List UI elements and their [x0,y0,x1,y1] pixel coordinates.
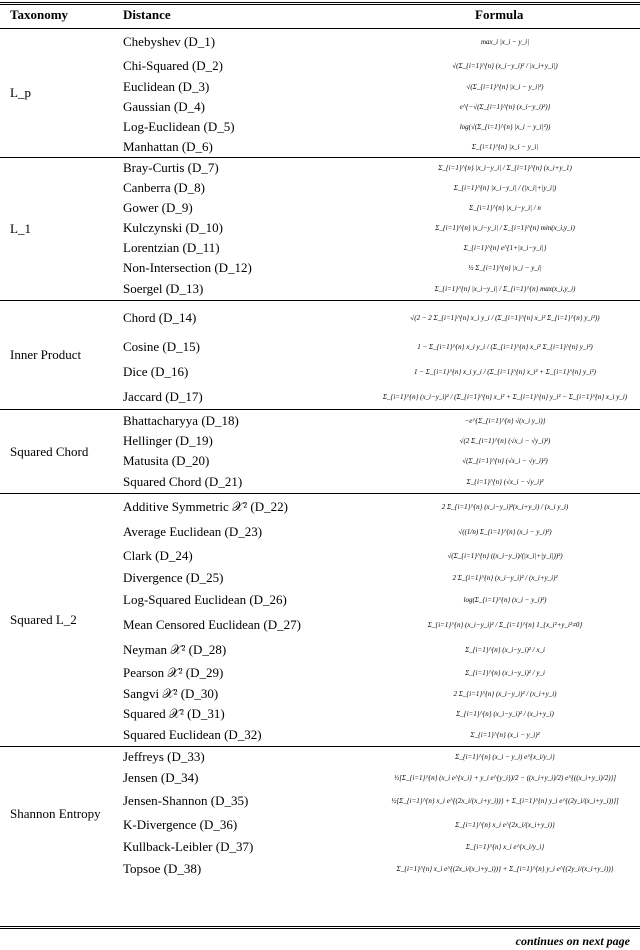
table-row [0,747,640,767]
distance-name: Gaussian (D_4) [123,99,205,114]
distance-name: Jeffreys (D_33) [123,749,205,764]
table-row [0,55,640,77]
distance-formula: Σ_{i=1}^{n} |x_i−y_i| / (|x_i|+|y_i|) [453,184,557,192]
distance-formula: √(Σ_{i=1}^{n} (x_i−y_i)² / |x_i+y_i|) [452,62,558,70]
distance-name: Mean Censored Euclidean (D_27) [123,617,301,632]
distance-name: Jensen (D_34) [123,770,199,785]
table-row [0,724,640,746]
table-row [0,789,640,813]
distance-formula: Σ_{i=1}^{n} (x_i−y_i)² / (Σ_{i=1}^{n} x_i² + Σ_{i=1}^{n} y_i² − Σ_{i=1}^{n} x_i y_i) [382,393,628,401]
table-row [0,588,640,612]
distance-formula: 1 − Σ_{i=1}^{n} x_i y_i / (Σ_{i=1}^{n} x_i² Σ_{i=1}^{n} y_i²) [417,343,593,351]
distance-name: Average Euclidean (D_23) [123,524,263,539]
distance-formula: Σ_{i=1}^{n} (x_i−y_i)² / Σ_{i=1}^{n} 1_{x_i²+y_i²≠0} [427,621,583,629]
distance-name: Non-Intersection (D_12) [123,260,252,275]
distance-formula: 2 Σ_{i=1}^{n} (x_i−y_i)²(x_i+y_i) / (x_i y_i) [441,503,569,511]
taxonomy-label: Inner Product [10,347,82,362]
distance-formula: Σ_{i=1}^{n} (x_i−y_i)² / x_i [465,646,545,654]
distance-name: Canberra (D_8) [123,180,205,195]
table-row [0,431,640,451]
distance-formula: √(Σ_{i=1}^{n} (√x_i − √y_i)²) [462,457,548,465]
taxonomy-label: L_p [10,85,31,100]
distance-formula: √(2 Σ_{i=1}^{n} (√x_i − √y_i)²) [459,437,551,445]
taxonomy-group [0,494,640,747]
taxonomy-group [0,301,640,410]
distance-name: Kulczynski (D_10) [123,220,224,235]
distance-formula: e^{−√(Σ_{i=1}^{n} (x_i−y_i)²)} [459,103,551,111]
table-row [0,767,640,789]
distance-name: Gower (D_9) [123,200,193,215]
taxonomy-label: L_1 [10,221,31,236]
distance-formula: Σ_{i=1}^{n} (x_i−y_i)² / (x_i+y_i) [456,710,554,718]
distance-formula: √((1/n) Σ_{i=1}^{n} (x_i − y_i)²) [458,528,552,536]
table-body [0,29,640,881]
distance-name: Log-Euclidean (D_5) [123,119,235,134]
table-row [0,137,640,157]
taxonomy-label: Squared Chord [10,443,89,459]
table-row [0,77,640,97]
table-row [0,238,640,258]
table-row [0,29,640,55]
taxonomy-label: Shannon Entropy [10,806,101,821]
continuation-note: continues on next page [515,934,630,948]
table-row [0,638,640,662]
table-row [0,544,640,568]
distance-formula: √(Σ_{i=1}^{n} ((x_i−y_i)/(|x_i|+|y_i|))²) [447,552,563,560]
table-row [0,198,640,218]
distance-formula: Σ_{i=1}^{n} |x_i−y_i| / Σ_{i=1}^{n} max(x_i,y_i) [434,285,576,293]
distance-formula: Σ_{i=1}^{n} x_i e^{(2x_i/(x_i+y_i))} + Σ_{i=1}^{n} y_i e^{(2y_i/(x_i+y_i))} [396,865,614,873]
distance-name: Hellinger (D_19) [123,433,213,448]
distance-name: Manhattan (D_6) [123,139,213,154]
table-row [0,335,640,359]
distance-formula: Σ_{i=1}^{n} |x_i − y_i| [471,143,539,151]
distance-formula: 1 − Σ_{i=1}^{n} x_i y_i / (Σ_{i=1}^{n} x_i² + Σ_{i=1}^{n} y_i²) [414,368,596,376]
distance-name: Squared Chord (D_21) [123,474,243,489]
table-row [0,258,640,278]
distance-formula: ½[Σ_{i=1}^{n} x_i e^{(2x_i/(x_i+y_i))} + Σ_{i=1}^{n} y_i e^{(2y_i/(x_i+y_i))}] [391,797,619,805]
distance-formula: −e^{Σ_{i=1}^{n} √(x_i y_i)} [464,416,546,425]
distance-formula: √(2 − 2 Σ_{i=1}^{n} x_i y_i / (Σ_{i=1}^{n} x_i² Σ_{i=1}^{n} y_i²)) [410,314,600,322]
distance-name: Chi-Squared (D_2) [123,58,224,73]
distance-formula: Σ_{i=1}^{n} e^{1+|x_i−y_i|} [463,244,547,252]
table-row [0,385,640,409]
distance-name: Kullback-Leibler (D_37) [123,839,254,854]
distance-name: Clark (D_24) [123,548,193,563]
distance-name: Soergel (D_13) [123,281,204,296]
distance-name: Jaccard (D_17) [123,389,203,404]
distance-formula: Σ_{i=1}^{n} (x_i − y_i) e^{x_i/y_i} [455,753,555,761]
table-top-rule [0,2,640,5]
distance-formula: Σ_{i=1}^{n} x_i e^{x_i/y_i} [465,843,545,851]
distance-formula: ½ Σ_{i=1}^{n} |x_i − y_i| [468,264,542,272]
table-row [0,704,640,724]
distance-name: Sangvi 𝒳² (D_30) [123,686,219,701]
table-row [0,451,640,471]
distance-name: Squared Euclidean (D_32) [123,727,262,742]
distance-formula: Σ_{i=1}^{n} x_i e^{2x_i/(x_i+y_i)} [455,821,555,829]
taxonomy-group [0,410,640,494]
distance-name: Bray-Curtis (D_7) [123,160,219,175]
distance-formula: ½[Σ_{i=1}^{n} (x_i e^{x_i} + y_i e^{y_i})/2 − ((x_i+y_i)/2) e^{((x_i+y_i)/2)}] [393,774,617,782]
distance-name: Topsoe (D_38) [123,861,202,876]
distance-formula: max_i |x_i − y_i| [480,38,530,46]
distance-formula: 2 Σ_{i=1}^{n} (x_i−y_i)² / (x_i+y_i)² [452,574,558,582]
distance-name: Divergence (D_25) [123,570,224,585]
taxonomy-group [0,747,640,881]
distance-formula: Σ_{i=1}^{n} (x_i − y_i)² [470,731,540,739]
distance-formula: log(√(Σ_{i=1}^{n} |x_i − y_i|²)) [459,123,551,131]
distance-formula: log(Σ_{i=1}^{n} (x_i − y_i)²) [463,596,547,604]
table-row [0,612,640,638]
distance-name: Cosine (D_15) [123,339,200,354]
distance-name: Chord (D_14) [123,310,197,325]
header-formula: Formula [475,7,524,22]
taxonomy-group [0,29,640,158]
distance-name: K-Divergence (D_36) [123,817,238,832]
distance-name: Additive Symmetric 𝒳² (D_22) [123,499,288,514]
distance-formula: Σ_{i=1}^{n} |x_i−y_i| / Σ_{i=1}^{n} min(x_i,y_i) [435,224,575,232]
table-row [0,471,640,493]
distance-formula: Σ_{i=1}^{n} (x_i−y_i)² / y_i [465,669,545,677]
distance-name: Dice (D_16) [123,364,189,379]
table-row [0,359,640,385]
distance-name: Euclidean (D_3) [123,79,210,94]
header-distance: Distance [123,7,171,22]
distance-name: Neyman 𝒳² (D_28) [123,642,227,657]
table-row [0,278,640,300]
table-row [0,520,640,544]
table-row [0,684,640,704]
table-row [0,410,640,431]
distance-name: Lorentzian (D_11) [123,240,220,255]
table-row [0,857,640,881]
distance-formula: Σ_{i=1}^{n} (√x_i − √y_i)² [466,478,544,486]
distance-formula: Σ_{i=1}^{n} |x_i−y_i| / n [469,204,541,212]
table-row [0,97,640,117]
distance-name: Matusita (D_20) [123,453,210,468]
distance-formula: Σ_{i=1}^{n} |x_i−y_i| / Σ_{i=1}^{n} (x_i+y_1) [438,164,572,172]
header-taxonomy: Taxonomy [10,7,69,22]
table-row [0,158,640,178]
table-row [0,813,640,837]
distance-formula: √(Σ_{i=1}^{n} |x_i − y_i|²) [466,83,544,91]
table-row [0,662,640,684]
table-row [0,178,640,198]
distance-name: Pearson 𝒳² (D_29) [123,665,224,680]
distance-name: Squared 𝒳² (D_31) [123,706,225,721]
distance-name: Jensen-Shannon (D_35) [123,793,249,808]
distance-name: Chebyshev (D_1) [123,34,216,49]
table-row [0,494,640,520]
distance-name: Bhattacharyya (D_18) [123,412,239,428]
distance-formula: 2 Σ_{i=1}^{n} (x_i−y_i)² / (x_i+y_i) [453,690,557,698]
table-row [0,218,640,238]
table-row [0,837,640,857]
distance-name: Log-Squared Euclidean (D_26) [123,592,287,607]
table-row [0,568,640,588]
taxonomy-group [0,158,640,301]
table-bottom-rule [0,926,640,929]
table-row [0,301,640,335]
table-row [0,117,640,137]
taxonomy-label: Squared L_2 [10,612,77,627]
